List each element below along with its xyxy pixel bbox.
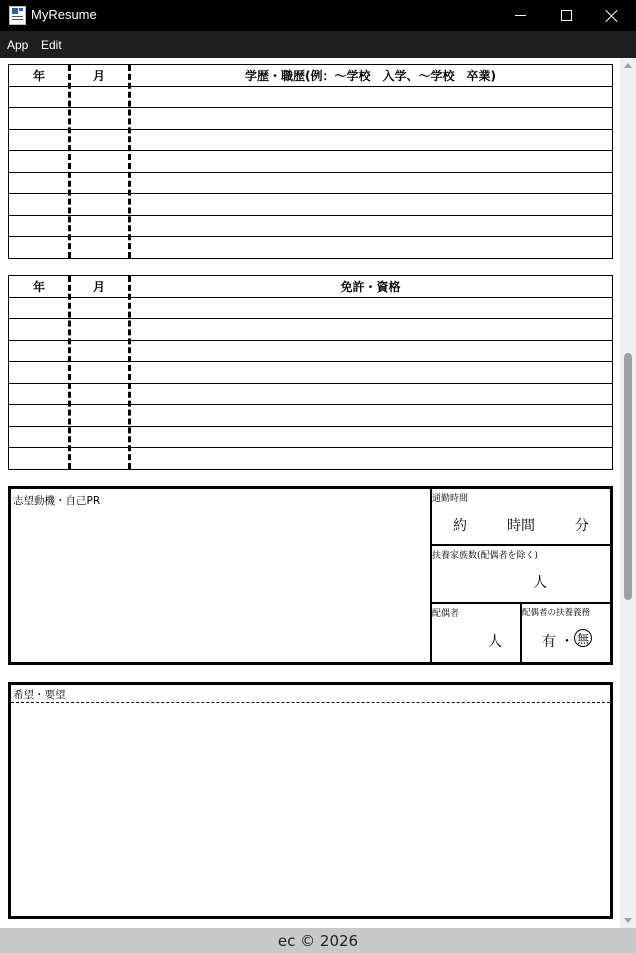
history-row[interactable] xyxy=(9,216,612,238)
history-row[interactable] xyxy=(9,237,612,259)
minimize-button[interactable] xyxy=(497,0,543,31)
history-row[interactable] xyxy=(9,173,612,195)
dependents-label: 扶養家族数(配偶者を除く) xyxy=(432,551,539,561)
license-row[interactable] xyxy=(9,448,612,470)
commute-approx: 約 xyxy=(453,518,467,534)
footer xyxy=(0,928,636,953)
spouse-support-label: 配偶者の扶養義務 xyxy=(522,608,591,618)
resume-content xyxy=(0,58,620,928)
commute-cell[interactable] xyxy=(430,489,610,546)
resume-app-icon xyxy=(9,6,26,25)
history-description-header: 学歴・職歴(例：～学校 入学、～学校 卒業) xyxy=(245,68,496,83)
wishes-divider xyxy=(11,702,610,703)
license-row[interactable] xyxy=(9,427,612,449)
history-row[interactable] xyxy=(9,87,612,109)
license-row[interactable] xyxy=(9,319,612,341)
commute-hours-unit: 時間 xyxy=(507,518,535,534)
minimize-icon xyxy=(515,15,526,16)
spouse-unit: 人 xyxy=(488,634,502,650)
history-year-header: 年 xyxy=(32,68,45,83)
commute-minutes-unit: 分 xyxy=(575,518,589,534)
window-title: MyResume xyxy=(31,7,97,22)
history-row[interactable] xyxy=(9,151,612,173)
dependents-cell[interactable] xyxy=(430,546,610,604)
spouse-cell[interactable] xyxy=(430,604,520,662)
license-header-row xyxy=(9,276,612,298)
commute-label: 通勤時間 xyxy=(432,494,469,504)
history-row[interactable] xyxy=(9,108,612,130)
title-bar xyxy=(0,0,636,31)
motivation-section xyxy=(8,486,613,665)
history-row[interactable] xyxy=(9,130,612,152)
wishes-label: 希望・要望 xyxy=(13,689,66,701)
wishes-section[interactable] xyxy=(8,682,613,919)
license-month-header: 月 xyxy=(92,279,105,294)
maximize-icon xyxy=(561,10,572,21)
scrollbar-thumb[interactable] xyxy=(624,353,632,600)
scroll-down-icon[interactable] xyxy=(624,918,632,923)
license-table xyxy=(8,275,613,470)
footer-text: ec © 2026 xyxy=(277,931,359,950)
menu-app[interactable]: App xyxy=(7,38,29,52)
license-row[interactable] xyxy=(9,298,612,320)
license-description-header: 免許・資格 xyxy=(340,279,401,294)
menu-edit[interactable]: Edit xyxy=(41,38,62,52)
motivation-text-area[interactable] xyxy=(11,489,430,662)
dependents-unit: 人 xyxy=(533,575,547,591)
scroll-up-icon[interactable] xyxy=(624,63,632,68)
history-month-header: 月 xyxy=(92,68,105,83)
history-table xyxy=(8,64,613,259)
spouse-support-yes[interactable]: 有 xyxy=(542,634,556,650)
spouse-support-separator: ・ xyxy=(560,634,574,650)
history-header-row xyxy=(9,65,612,87)
license-row[interactable] xyxy=(9,362,612,384)
close-button[interactable] xyxy=(589,0,635,31)
maximize-button[interactable] xyxy=(543,0,589,31)
motivation-label: 志望動機・自己PR xyxy=(13,495,101,507)
spouse-label: 配偶者 xyxy=(432,609,460,619)
license-row[interactable] xyxy=(9,384,612,406)
spouse-support-no-selected[interactable]: 無 xyxy=(574,629,592,647)
history-row[interactable] xyxy=(9,194,612,216)
license-year-header: 年 xyxy=(32,279,45,294)
spouse-support-cell[interactable] xyxy=(520,604,610,662)
license-row[interactable] xyxy=(9,341,612,363)
close-icon xyxy=(606,10,618,22)
license-row[interactable] xyxy=(9,405,612,427)
vertical-scrollbar[interactable] xyxy=(620,58,636,928)
menu-bar xyxy=(0,31,636,58)
